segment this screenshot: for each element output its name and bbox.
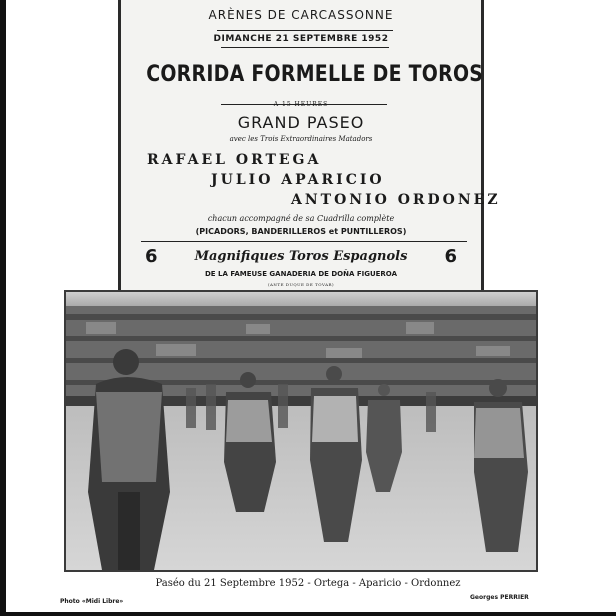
photo-image [66, 292, 536, 570]
poster-avec-matadors: avec les Trois Extraordinaires Matadors [229, 135, 373, 143]
poster-time: A 15 HEURES [273, 101, 329, 108]
poster-count-right: 6 [444, 246, 457, 267]
poster-date: DIMANCHE 21 SEPTEMBRE 1952 [213, 34, 389, 44]
photo-credit: Photo «Midi Libre» [60, 598, 124, 605]
photo-caption: Paséo du 21 Septembre 1952 - Ortega - Aparicio - Ordonnez [155, 578, 461, 589]
page-edge-bottom [0, 612, 616, 616]
poster-ante-duque: (ANTE DUQUE DE TOVAR) [267, 282, 335, 287]
poster-venue: ARÈNES DE CARCASSONNE [208, 8, 394, 22]
poster-count-left: 6 [145, 246, 158, 267]
poster-rule-top [217, 30, 393, 31]
matador-ordonez: ANTONIO ORDONEZ [291, 192, 501, 208]
matador-ortega: RAFAEL ORTEGA [147, 152, 322, 168]
photographer-credit: Georges PERRIER [470, 594, 529, 601]
page-edge-left [0, 0, 6, 616]
poster-magnifiques-toros: Magnifiques Toros Espagnols [194, 249, 408, 264]
matador-aparicio: JULIO APARICIO [211, 172, 385, 188]
poster-title: CORRIDA FORMELLE DE TOROS [146, 62, 484, 87]
corrida-poster [118, 0, 501, 292]
poster-grand-paseo: GRAND PASEO [237, 113, 365, 132]
poster-rule-date [221, 47, 389, 48]
poster-ganaderia: DE LA FAMEUSE GANADERIA DE DOÑA FIGUEROA [205, 270, 397, 278]
poster-cuadrilla: chacun accompagné de sa Cuadrilla complète [207, 214, 395, 223]
poster-rule-toros [141, 241, 467, 242]
paseo-photograph [64, 290, 538, 572]
poster-picadors: (PICADORS, BANDERILLEROS et PUNTILLEROS) [195, 227, 407, 236]
